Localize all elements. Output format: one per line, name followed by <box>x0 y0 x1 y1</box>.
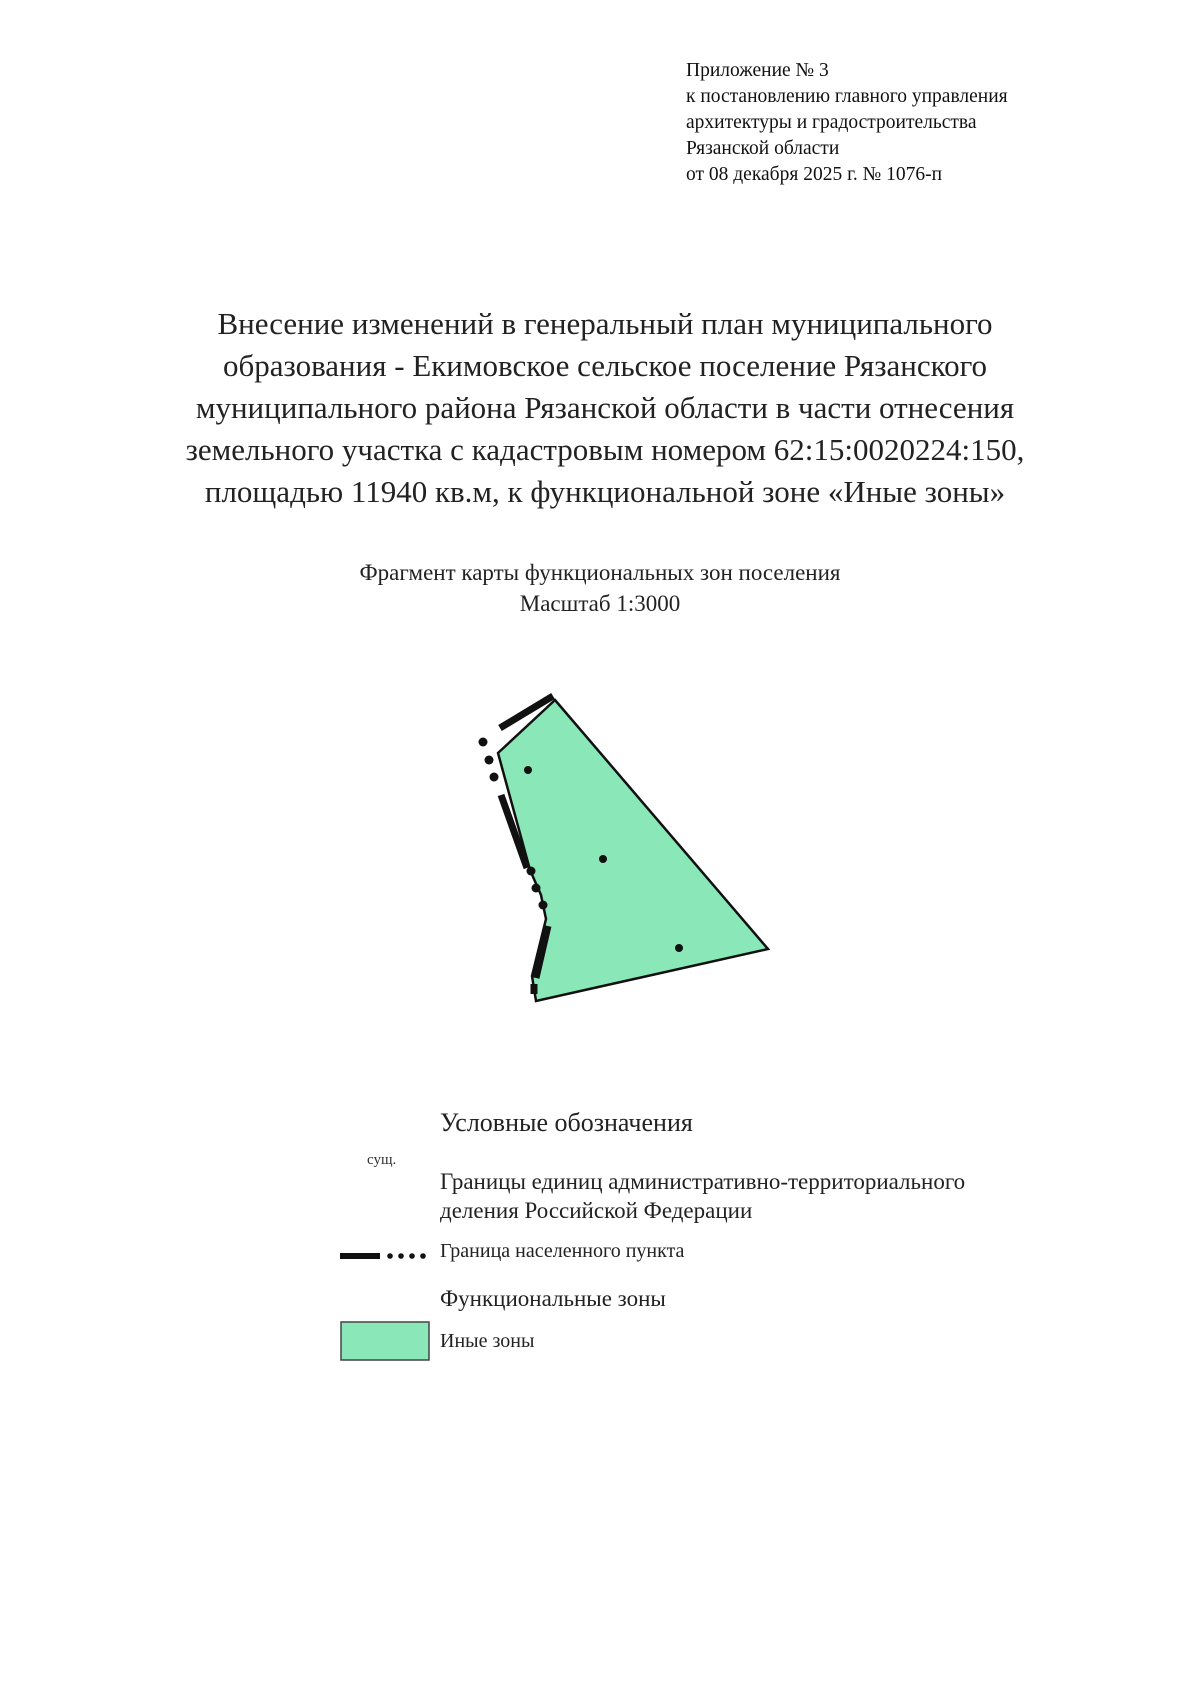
boundary-dot <box>539 901 548 910</box>
boundary-dot <box>532 884 541 893</box>
legend-admin-boundary-label <box>440 1167 965 1225</box>
legend-admin-line: Границы единиц административно-территориального <box>440 1169 966 1194</box>
title-line: площадью 11940 кв.м, к функциональной зоне «Иные зоны» <box>204 474 1006 509</box>
boundary-dot <box>490 773 499 782</box>
boundary-dot <box>479 738 488 747</box>
legend-boundary-dot <box>398 1253 404 1259</box>
appendix-line: от 08 декабря 2025 г. № 1076-п <box>686 164 943 185</box>
legend-admin-line: деления Российской Федерации <box>440 1198 753 1223</box>
title-line: образования - Екимовское сельское поселение Рязанского <box>222 348 988 383</box>
appendix-line: архитектуры и градостроительства <box>686 112 977 133</box>
legend-title: Условные обозначения <box>440 1108 693 1137</box>
map-scale: Масштаб 1:3000 <box>519 591 681 616</box>
legend-settlement-boundary-label: Граница населенного пункта <box>440 1240 685 1262</box>
title-line: муниципального района Рязанской области в части отнесения <box>195 390 1015 425</box>
legend-zone-label: Иные зоны <box>440 1330 535 1352</box>
map-caption-text: Фрагмент карты функциональных зон поселения <box>359 560 841 585</box>
interior-point <box>524 766 532 774</box>
appendix-line: к постановлению главного управления <box>686 86 1008 107</box>
legend-boundary-dot <box>409 1253 415 1259</box>
appendix-line: Рязанской области <box>686 138 840 159</box>
title-line: Внесение изменений в генеральный план муниципального <box>217 306 993 341</box>
boundary-dot <box>485 756 494 765</box>
legend-boundary-dot <box>387 1253 393 1259</box>
legend-boundary-dot <box>420 1253 426 1259</box>
title-line: земельного участка с кадастровым номером 62:15:0020224:150, <box>185 432 1025 467</box>
legend-zone-swatch <box>341 1322 429 1360</box>
legend-settlement-boundary-symbol <box>340 1253 426 1259</box>
appendix-line: Приложение № 3 <box>686 60 829 81</box>
legend-zones-title: Функциональные зоны <box>440 1286 666 1311</box>
interior-point <box>599 855 607 863</box>
interior-point <box>675 944 683 952</box>
legend-existing-label: сущ. <box>367 1152 397 1168</box>
boundary-dot <box>527 867 536 876</box>
